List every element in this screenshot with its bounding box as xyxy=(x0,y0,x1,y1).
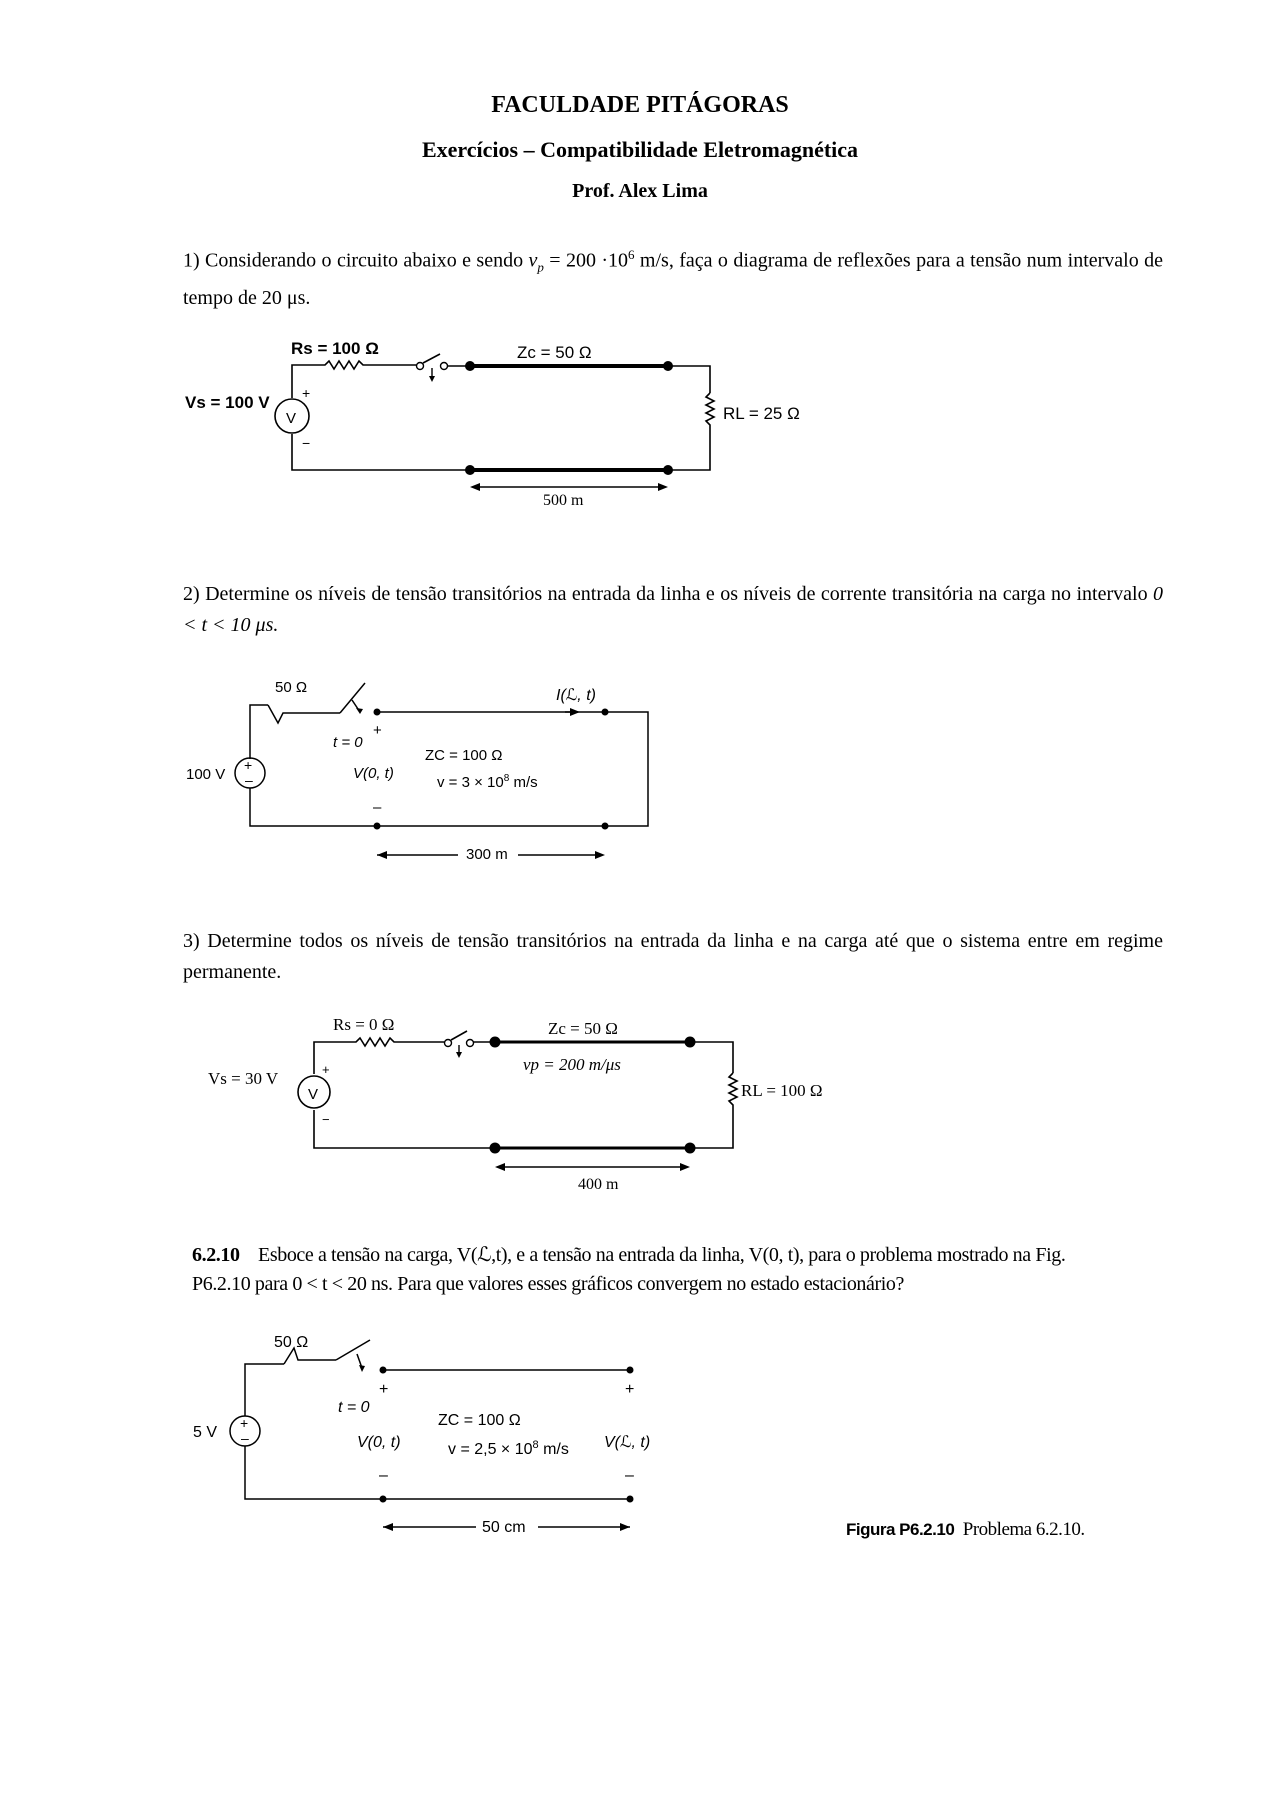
q4-switch-time: t = 0 xyxy=(338,1399,370,1416)
question-1-text: 1) Considerando o circuito abaixo e sendo $v_p = 200 \cdot 10^6$ m/s, faça o diagrama de reflexões para a tensão num intervalo de tempo de 20 μs. xyxy=(183,247,1163,309)
q1-length-label: 500 m xyxy=(543,492,584,509)
q3-source-minus: − xyxy=(322,1112,330,1127)
q2-source-plus: + xyxy=(244,757,253,773)
q3-source-plus: + xyxy=(322,1062,330,1077)
q1-source-minus: − xyxy=(302,435,311,451)
q3-zc-label: Zc = 50 Ω xyxy=(548,1019,618,1038)
institution-title: FACULDADE PITÁGORAS xyxy=(491,92,789,118)
q4-plus-in: + xyxy=(379,1381,389,1398)
q2-current-label: I(ℒ, t) xyxy=(556,687,596,704)
q2-source-minus: – xyxy=(245,772,253,788)
question-4-line-2: P6.2.10 para 0 < t < 20 ns. Para que valores esses gráficos convergem no estado estacionário? xyxy=(192,1273,904,1295)
q3-length-label: 400 m xyxy=(578,1176,619,1193)
q1-rs-label: Rs = 100 Ω xyxy=(291,339,379,358)
question-3-text: 3) Determine todos os níveis de tensão transitórios na entrada da linha e na carga até que o sistema entre em regime permanente. xyxy=(183,930,1163,983)
q1-rl-label: RL = 25 Ω xyxy=(723,404,800,423)
q4-v0-label: V(0, t) xyxy=(357,1434,401,1451)
q3-source-symbol: V xyxy=(308,1086,319,1103)
q2-length-label: 300 m xyxy=(466,846,508,863)
q2-plus: + xyxy=(373,722,382,739)
q1-source-symbol: V xyxy=(286,410,297,427)
q4-source-minus: – xyxy=(241,1430,249,1446)
q2-switch-time: t = 0 xyxy=(333,734,363,751)
q2-zc-label: ZC = 100 Ω xyxy=(425,747,503,764)
q2-v0-label: V(0, t) xyxy=(353,765,394,782)
figure-caption-text: Problema 6.2.10. xyxy=(962,1519,1085,1540)
q4-vl-label: V(ℒ, t) xyxy=(604,1434,651,1451)
q4-minus-out: – xyxy=(625,1467,634,1484)
q4-source-plus: + xyxy=(240,1415,249,1431)
q3-rs-label: Rs = 0 Ω xyxy=(333,1015,395,1034)
q3-vs-label: Vs = 30 V xyxy=(208,1069,279,1088)
q4-source-label: 5 V xyxy=(193,1424,218,1441)
q1-zc-label: Zc = 50 Ω xyxy=(517,343,592,362)
q4-plus-out: + xyxy=(625,1381,635,1398)
q4-velocity-label: $v = 2,5 \times 10^8$ m/s xyxy=(448,1439,569,1458)
question-2-text: 2) Determine os níveis de tensão transitórios na entrada da linha e os níveis de corrente transitória na carga no intervalo 0 < t < 10 μs. xyxy=(183,583,1163,636)
question-4-line-1: 6.2.10 Esboce a tensão na carga, V(ℒ,t), e a tensão na entrada da linha, V(0, t), para o problema mostrado na Fig. xyxy=(192,1244,1066,1266)
q4-zc-label: ZC = 100 Ω xyxy=(438,1412,521,1429)
professor-name: Prof. Alex Lima xyxy=(572,180,708,202)
q3-rl-label: RL = 100 Ω xyxy=(741,1081,823,1100)
q2-source-label: 100 V xyxy=(186,766,226,783)
q3-vp-label: vp = 200 m/μs xyxy=(523,1055,621,1074)
course-title: Exercícios – Compatibilidade Eletromagnética xyxy=(421,137,859,162)
q1-source-plus: + xyxy=(302,385,311,401)
figure-caption xyxy=(846,1519,1085,1541)
question-4-number: 6.2.10 xyxy=(192,1244,240,1266)
q2-minus: – xyxy=(373,799,382,816)
q2-velocity-label: $v = 3 \times 10^8$ m/s xyxy=(437,773,538,791)
q1-vs-label: Vs = 100 V xyxy=(185,393,270,412)
q4-length-label: 50 cm xyxy=(482,1519,526,1536)
q4-minus-in: – xyxy=(379,1467,388,1484)
q4-r-label: 50 Ω xyxy=(274,1334,309,1351)
q2-r-label: 50 Ω xyxy=(275,679,308,696)
figure-label: Figura P6.2.10 xyxy=(846,1520,955,1539)
